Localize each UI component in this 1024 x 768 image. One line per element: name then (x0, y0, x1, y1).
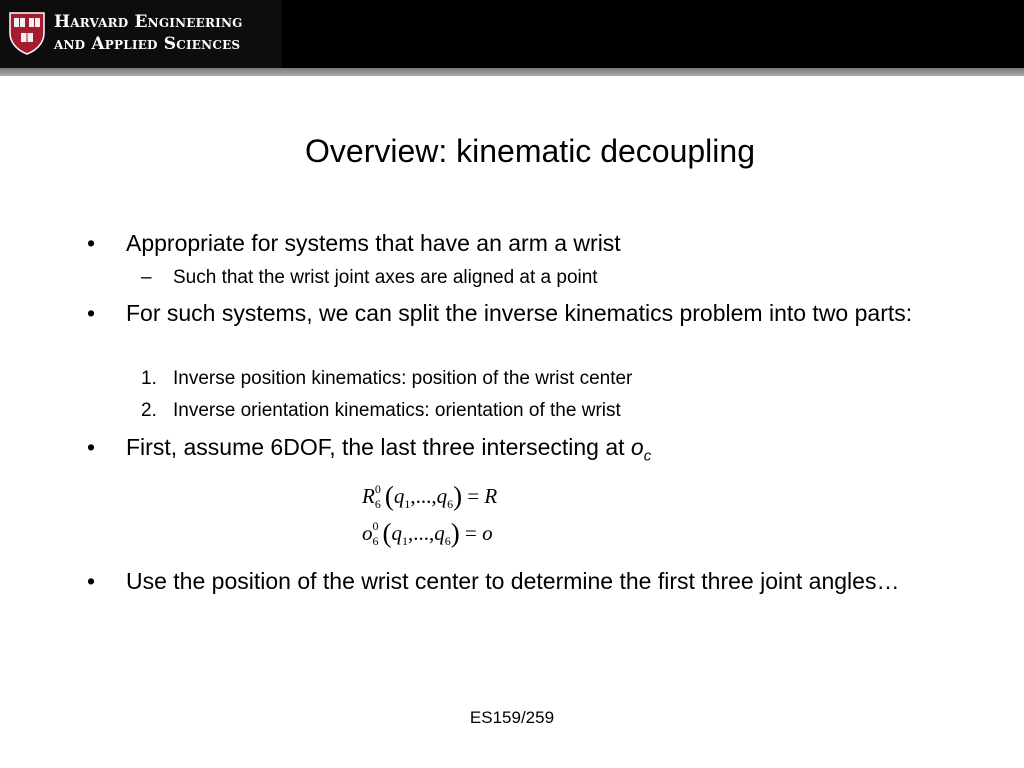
bullet-marker: • (87, 568, 96, 594)
eq-rhs: o (482, 521, 493, 545)
eq-q-first-sub: 1 (402, 534, 408, 548)
open-paren: ( (384, 481, 394, 511)
numbered-item (141, 399, 621, 423)
sub-bullet-text: Such that the wrist joint axes are aligned at a point (173, 267, 598, 288)
equation-position (362, 517, 493, 555)
slide-title: Overview: kinematic decoupling (305, 133, 755, 169)
bullet-item (87, 298, 946, 329)
dash-marker: – (141, 267, 152, 288)
eq-q: q (391, 521, 402, 545)
eq-q: q (434, 521, 445, 545)
bullet-text: Appropriate for systems that have an arm a wrist (126, 230, 621, 256)
equation-rotation (362, 480, 497, 518)
brand-line-1: Harvard Engineering (54, 12, 243, 32)
bullet-item (87, 228, 946, 259)
close-paren: ) (453, 481, 463, 511)
eq-lhs: R (362, 484, 375, 508)
bullet-marker: • (87, 434, 96, 460)
logo (0, 0, 282, 68)
brand-line-2: and Applied Sciences (54, 34, 241, 54)
eq-sub: 6 (372, 534, 379, 549)
bullet-text: First, assume 6DOF, the last three intersecting at (126, 434, 631, 460)
eq-sup: 0 (372, 519, 379, 534)
eq-indices (372, 519, 383, 549)
eq-q-first-sub: 1 (404, 497, 411, 511)
eq-indices (374, 482, 385, 512)
eq-rhs: R (484, 484, 498, 508)
eq-equals: = (465, 521, 477, 545)
eq-q-last-sub: 6 (447, 497, 454, 511)
number-marker: 1. (141, 368, 157, 389)
math-subscript: c (643, 447, 652, 465)
close-paren: ) (450, 518, 460, 548)
eq-sub: 6 (374, 497, 381, 512)
eq-sup: 0 (374, 482, 381, 497)
bullet-text: For such systems, we can split the inverse kinematics problem into two parts: (126, 300, 913, 326)
bullet-text: Use the position of the wrist center to determine the first three joint angles… (126, 568, 900, 594)
eq-lhs: o (362, 521, 373, 545)
open-paren: ( (382, 518, 392, 548)
eq-dots: ,..., (410, 484, 437, 508)
bullet-item (87, 566, 946, 597)
eq-q-last-sub: 6 (444, 534, 451, 548)
number-marker: 2. (141, 400, 157, 421)
sub-bullet-item (141, 266, 598, 290)
bullet-item (87, 432, 946, 472)
brand-wordmark (54, 11, 243, 55)
eq-equals: = (467, 484, 480, 508)
bullet-marker: • (87, 230, 96, 256)
numbered-text: Inverse position kinematics: position of the wrist center (173, 368, 633, 389)
numbered-item (141, 367, 633, 391)
harvard-shield-icon (8, 11, 46, 55)
footer-course-code: ES159/259 (469, 708, 555, 727)
eq-q: q (393, 484, 405, 508)
numbered-text: Inverse orientation kinematics: orientation of the wrist (173, 400, 621, 421)
math-variable: o (630, 434, 644, 460)
eq-q: q (436, 484, 448, 508)
eq-dots: ,..., (408, 521, 435, 545)
header-rule (0, 68, 1024, 76)
bullet-marker: • (87, 300, 96, 326)
